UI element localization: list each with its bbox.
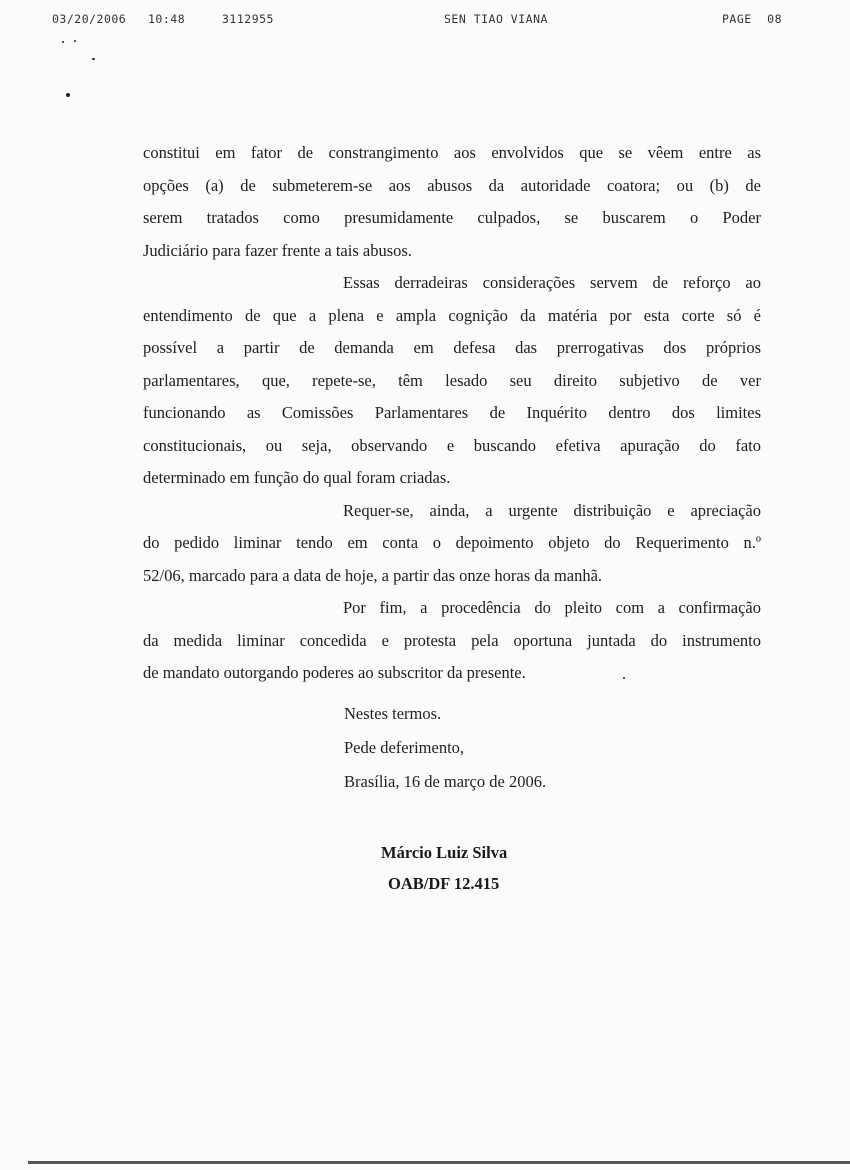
scan-speck bbox=[74, 40, 76, 42]
paragraph-2 bbox=[143, 267, 761, 495]
paragraph-4 bbox=[143, 592, 761, 690]
petition-body bbox=[143, 137, 761, 690]
text-line: da medida liminar concedida e protesta pela oportuna juntada do instrumento bbox=[143, 630, 761, 650]
text-line: entendimento de que a plena e ampla cognição da matéria por esta corte só é bbox=[143, 305, 761, 325]
text-line: parlamentares, que, repete-se, têm lesado seu direito subjetivo de ver bbox=[143, 370, 761, 390]
closing-nestes-termos: Nestes termos. bbox=[344, 704, 442, 723]
text-line: funcionando as Comissões Parlamentares de Inquérito dentro dos limites bbox=[143, 403, 761, 422]
text-line: 52/06, marcado para a data de hoje, a partir das onze horas da manhã. bbox=[143, 565, 603, 585]
text-line: opções (a) de submeterem-se aos abusos da autoridade coatora; ou (b) de bbox=[143, 175, 761, 195]
fax-time: 10:48 bbox=[148, 12, 186, 26]
text-line: do pedido liminar tendo em conta o depoimento objeto do Requerimento n.º bbox=[143, 533, 761, 552]
text-line: constitui em fator de constrangimento aos envolvidos que se vêem entre as bbox=[143, 143, 761, 162]
signatory-name: Márcio Luiz Silva bbox=[381, 843, 508, 862]
fax-page-number: 08 bbox=[767, 12, 782, 26]
fax-page-indicator bbox=[722, 12, 782, 26]
text-line: Requer-se, ainda, a urgente distribuição e apreciação bbox=[343, 500, 761, 520]
text-line: determinado em função do qual foram criadas. bbox=[143, 468, 451, 487]
scan-speck bbox=[66, 93, 70, 97]
place-and-date: Brasília, 16 de março de 2006. bbox=[344, 772, 547, 791]
text-line: possível a partir de demanda em defesa das prerrogativas dos próprios bbox=[143, 338, 761, 357]
scan-speck bbox=[92, 58, 95, 60]
text-line: Judiciário para fazer frente a tais abusos. bbox=[143, 240, 412, 260]
fax-number: 3112955 bbox=[222, 12, 274, 26]
fax-page-label: PAGE bbox=[722, 12, 752, 26]
text-line: Essas derradeiras considerações servem de reforço ao bbox=[343, 273, 761, 292]
fax-date: 03/20/2006 bbox=[52, 12, 127, 26]
text-line: constitucionais, ou seja, observando e buscando efetiva apuração do fato bbox=[143, 435, 761, 455]
fax-sender: SEN TIAO VIANA bbox=[444, 12, 548, 26]
scan-edge-line bbox=[28, 1161, 850, 1164]
paragraph-3 bbox=[143, 495, 761, 593]
signatory-registration: OAB/DF 12.415 bbox=[388, 874, 500, 893]
closing-pede-deferimento: Pede deferimento, bbox=[344, 738, 465, 757]
text-line: de mandato outorgando poderes ao subscritor da presente. bbox=[143, 663, 526, 682]
scan-speck bbox=[62, 41, 64, 43]
text-line: Por fim, a procedência do pleito com a confirmação bbox=[343, 598, 761, 617]
text-line: serem tratados como presumidamente culpados, se buscarem o Poder bbox=[143, 208, 761, 227]
paragraph-1 bbox=[143, 137, 761, 267]
